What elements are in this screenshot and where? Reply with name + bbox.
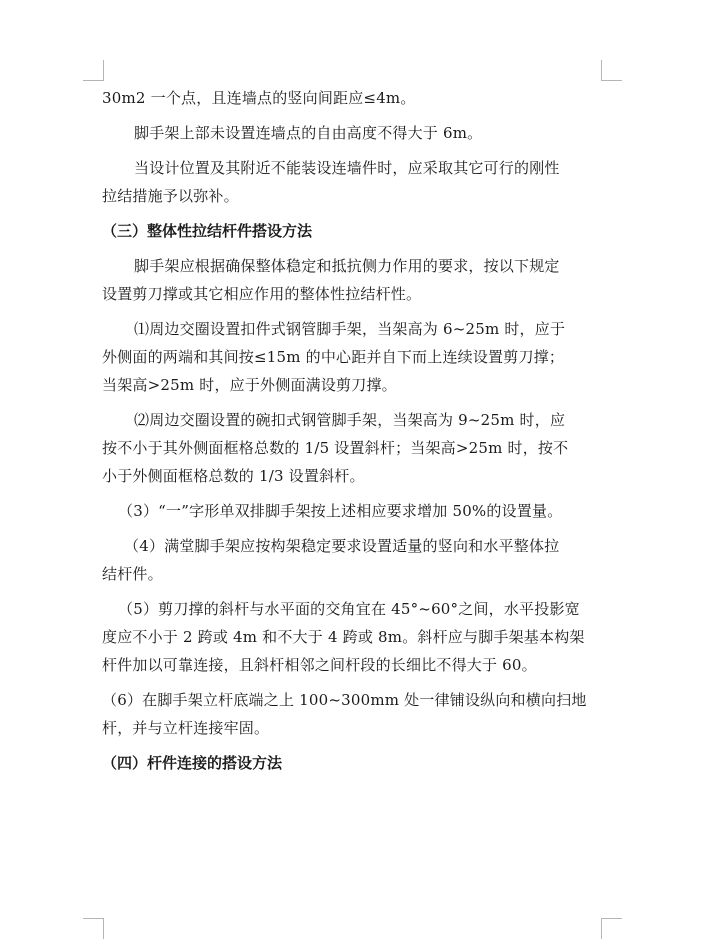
- paragraph-line: 当架高>25m 时，应于外侧面满设剪刀撑。: [102, 376, 397, 394]
- paragraph-1: [102, 84, 602, 112]
- paragraph-line: ⑴周边交圈设置扣件式钢管脚手架，当架高为 6~25m 时，应于: [134, 320, 566, 338]
- paragraph-line: 结杆件。: [102, 565, 163, 583]
- crop-mark-top-left: [83, 60, 104, 81]
- paragraph-line: ⑵周边交圈设置的碗扣式钢管脚手架，当架高为 9~25m 时，应: [134, 411, 566, 429]
- paragraph-line: 当设计位置及其附近不能装设连墙件时，应采取其它可行的刚性: [134, 159, 560, 177]
- paragraph-line: 杆件加以可靠连接，且斜杆相邻之间杆段的长细比不得大于 60。: [102, 656, 537, 674]
- crop-mark-bottom-right: [601, 918, 622, 939]
- paragraph-line: 小于外侧面框格总数的 1/3 设置斜杆。: [102, 467, 365, 485]
- paragraph-line: 外侧面的两端和其间按≤15m 的中心距并自下而上连续设置剪刀撑；: [102, 348, 565, 366]
- paragraph-line: （5）剪刀撑的斜杆与水平面的交角宜在 45°~60°之间，水平投影宽: [118, 600, 580, 618]
- paragraph-line: 30m2 一个点，且连墙点的竖向间距应≤4m。: [102, 89, 416, 107]
- paragraph-5: [102, 315, 602, 399]
- paragraph-line: 杆，并与立杆连接牢固。: [102, 719, 270, 737]
- paragraph-line: 脚手架上部未设置连墙点的自由高度不得大于 6m。: [134, 124, 483, 142]
- paragraph-line: 脚手架应根据确保整体稳定和抵抗侧力作用的要求，按以下规定: [134, 257, 560, 275]
- paragraph-line: 度应不小于 2 跨或 4m 和不大于 4 跨或 8m。斜杆应与脚手架基本构架: [102, 628, 585, 646]
- paragraph-7: [102, 497, 602, 525]
- paragraph-line: 按不小于其外侧面框格总数的 1/5 设置斜杆；当架高>25m 时，按不: [102, 439, 569, 457]
- paragraph-6: [102, 406, 602, 490]
- paragraph-line: （3）“一”字形单双排脚手架按上述相应要求增加 50%的设置量。: [118, 502, 563, 520]
- crop-mark-top-right: [601, 60, 622, 81]
- paragraph-8: [102, 532, 602, 588]
- paragraph-line: （4）满堂脚手架应按构架稳定要求设置适量的竖向和水平整体拉: [124, 537, 560, 555]
- paragraph-line: （6）在脚手架立杆底端之上 100~300mm 处一律铺设纵向和横向扫地: [102, 691, 587, 709]
- paragraph-10: [102, 686, 602, 742]
- section-heading-3: （三）整体性拉结杆件搭设方法: [102, 222, 313, 240]
- paragraph-3: [102, 154, 602, 210]
- section-heading-4: （四）杆件连接的搭设方法: [102, 754, 283, 772]
- paragraph-2: [102, 119, 602, 147]
- paragraph-4: [102, 252, 602, 308]
- document-body: [102, 84, 602, 777]
- paragraph-line: 设置剪刀撑或其它相应作用的整体性拉结杆性。: [102, 285, 422, 303]
- paragraph-line: 拉结措施予以弥补。: [102, 187, 239, 205]
- paragraph-9: [102, 595, 602, 679]
- crop-mark-bottom-left: [83, 918, 104, 939]
